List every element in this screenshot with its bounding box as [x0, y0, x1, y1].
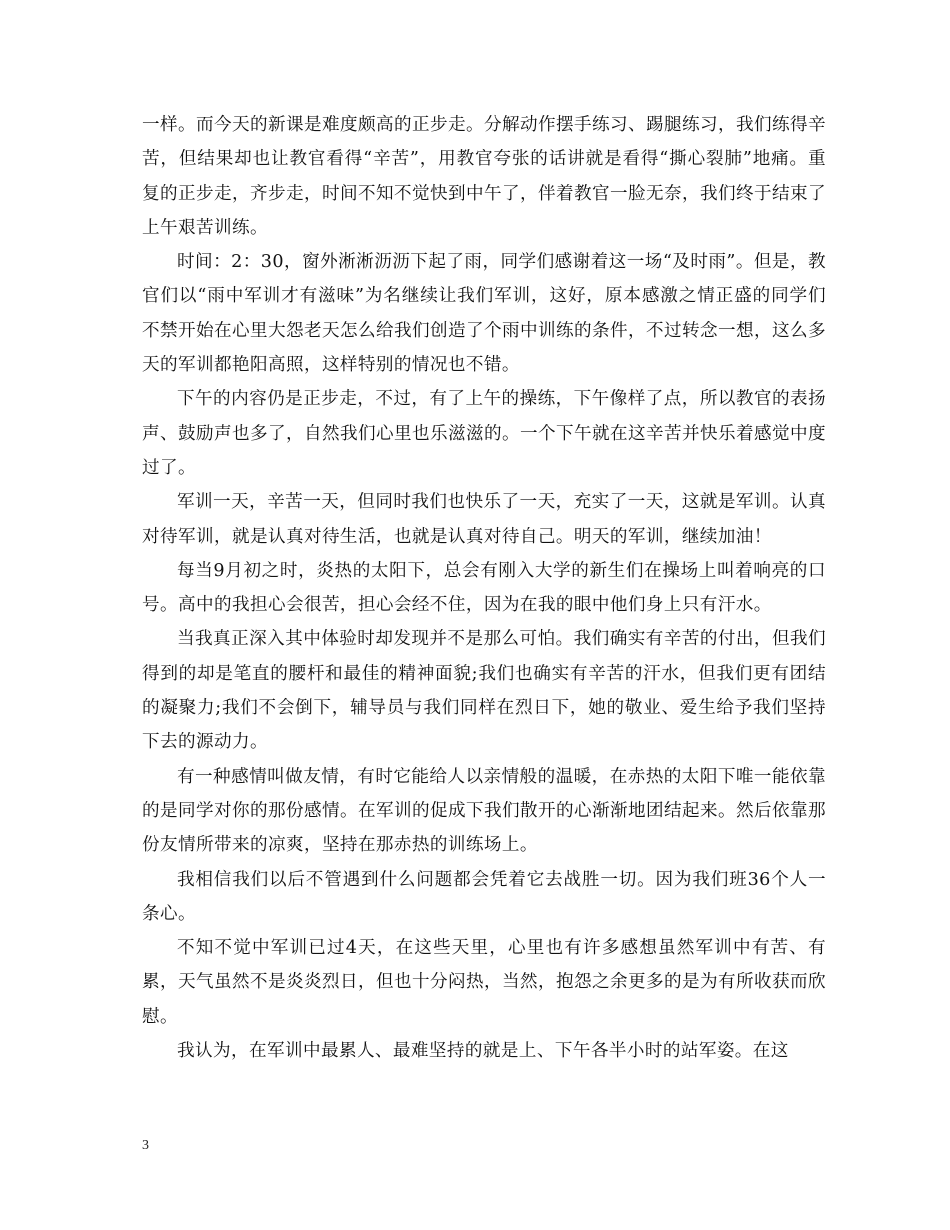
paragraph-1: 一样。而今天的新课是难度颇高的正步走。分解动作摆手练习、踢腿练习，我们练得辛苦，但结果却也让教官看得“辛苦”，用教官夸张的话讲就是看得“撕心裂肺”地痛。重复的正步走，齐步走，时间不知不觉快到中午了，伴着教官一脸无奈，我们终于结束了上午艰苦训练。 [142, 115, 826, 238]
paragraph-4: 军训一天，辛苦一天，但同时我们也快乐了一天，充实了一天，这就是军训。认真对待军训，就是认真对待生活，也就是认真对待自己。明天的军训，继续加油！ [142, 492, 826, 547]
page-number: 3 [142, 1138, 149, 1153]
paragraph-3: 下午的内容仍是正步走，不过，有了上午的操练，下午像样了点，所以教官的表扬声、鼓励声也多了，自然我们心里也乐滋滋的。一个下午就在这辛苦并快乐着感觉中度过了。 [142, 389, 826, 478]
paragraph-7: 有一种感情叫做友情，有时它能给人以亲情般的温暖，在赤热的太阳下唯一能依靠的是同学对你的那份感情。在军训的促成下我们散开的心渐渐地团结起来。然后依靠那份友情所带来的凉爽，坚持在那赤热的训练场上。 [142, 766, 826, 856]
paragraph-2: 时间：2：30，窗外淅淅沥沥下起了雨，同学们感谢着这一场“及时雨”。但是，教官们以“雨中军训才有滋味”为名继续让我们军训，这好，原本感激之情正盛的同学们不禁开始在心里大怨老天怎么给我们创造了个雨中训练的条件，不过转念一想，这么多天的军训都艳阳高照，这样特别的情况也不错。 [142, 252, 826, 376]
document-body [142, 108, 826, 1068]
paragraph-5: 每当9月初之时，炎热的太阳下，总会有刚入大学的新生们在操场上叫着响亮的口号。高中的我担心会很苦，担心会经不住，因为在我的眼中他们身上只有汗水。 [142, 560, 826, 616]
paragraph-9: 不知不觉中军训已过4天，在这些天里，心里也有许多感想虽然军训中有苦、有累，天气虽然不是炎炎烈日，但也十分闷热，当然，抱怨之余更多的是为有所收获而欣慰。 [142, 938, 826, 1027]
paragraph-8: 我相信我们以后不管遇到什么问题都会凭着它去战胜一切。因为我们班36个人一条心。 [142, 869, 826, 924]
paragraph-10: 我认为，在军训中最累人、最难坚持的就是上、下午各半小时的站军姿。在这 [177, 1041, 789, 1062]
paragraph-6: 当我真正深入其中体验时却发现并不是那么可怕。我们确实有辛苦的付出，但我们得到的却是笔直的腰杆和最佳的精神面貌;我们也确实有辛苦的汗水，但我们更有团结的凝聚力;我们不会倒下，辅导员与我们同样在烈日下，她的敬业、爱生给予我们坚持下去的源动力。 [142, 629, 826, 753]
